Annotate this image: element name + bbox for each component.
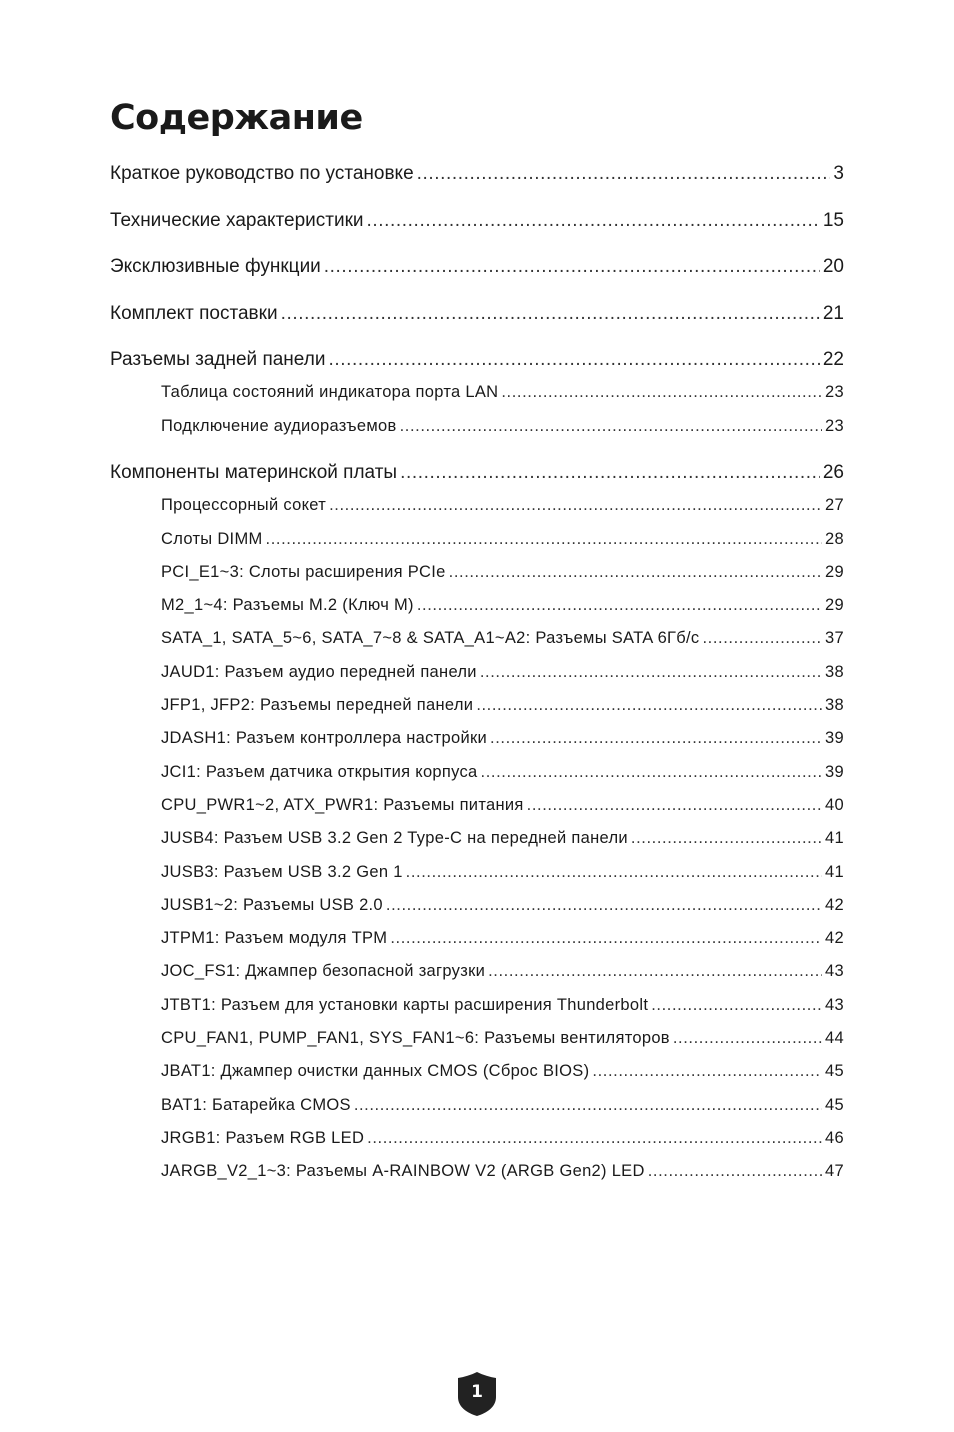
toc-entry[interactable]	[110, 462, 844, 488]
toc-entry-page: 44	[825, 1029, 844, 1047]
toc-entry-label: JRGB1: Разъем RGB LED	[161, 1129, 365, 1147]
toc-entry-label: Подключение аудиоразъемов	[161, 417, 397, 435]
toc-entry[interactable]	[161, 896, 844, 920]
toc-entry-page: 21	[822, 303, 844, 324]
toc-leader-dots	[367, 210, 820, 232]
toc-entry-page: 20	[822, 256, 844, 277]
toc-entry-label: SATA_1, SATA_5~6, SATA_7~8 & SATA_A1~A2: Разъемы SATA 6Гб/с	[161, 629, 700, 647]
toc-entry-label: PCI_E1~3: Слоты расширения PCIe	[161, 563, 446, 581]
toc-entry-page: 15	[822, 210, 844, 231]
toc-entry-page: 29	[825, 596, 844, 614]
toc-entry-label: Таблица состояний индикатора порта LAN	[161, 383, 499, 401]
toc-entry[interactable]	[161, 696, 844, 720]
toc-entry-page: 43	[825, 996, 844, 1014]
toc-entry-page: 40	[825, 796, 844, 814]
toc-entry-page: 39	[825, 729, 844, 747]
toc-entry[interactable]	[161, 417, 844, 441]
toc-entry-page: 38	[825, 696, 844, 714]
toc-entry-label: Разъемы задней панели	[110, 349, 326, 370]
toc-leader-dots	[480, 663, 822, 682]
toc-entry-page: 41	[825, 829, 844, 847]
toc-leader-dots	[367, 1129, 822, 1148]
toc-entry[interactable]	[161, 863, 844, 887]
toc-entry[interactable]	[161, 663, 844, 687]
toc-entry-label: CPU_PWR1~2, ATX_PWR1: Разъемы питания	[161, 796, 524, 814]
toc-entry-page: 23	[825, 417, 844, 435]
toc-entry[interactable]	[110, 210, 844, 236]
toc-leader-dots	[386, 896, 822, 915]
toc-entry-label: M2_1~4: Разъемы M.2 (Ключ M)	[161, 596, 414, 614]
toc-leader-dots	[527, 796, 822, 815]
toc-leader-dots	[281, 303, 820, 325]
toc-entry-label: JUSB1~2: Разъемы USB 2.0	[161, 896, 383, 914]
toc-entry-label: Краткое руководство по установке	[110, 163, 414, 184]
toc-entry[interactable]	[161, 796, 844, 820]
toc-leader-dots	[449, 563, 822, 582]
toc-entry[interactable]	[161, 1129, 844, 1153]
toc-entry-label: JAUD1: Разъем аудио передней панели	[161, 663, 477, 681]
toc-entry-page: 39	[825, 763, 844, 781]
toc-entry-label: BAT1: Батарейка CMOS	[161, 1096, 351, 1114]
toc-entry-page: 46	[825, 1129, 844, 1147]
toc-leader-dots	[476, 696, 822, 715]
toc-entry-page: 26	[822, 462, 844, 483]
toc-leader-dots	[329, 496, 822, 515]
toc-entry[interactable]	[110, 256, 844, 282]
toc-entry-page: 47	[825, 1162, 844, 1180]
toc-entry-label: JCI1: Разъем датчика открытия корпуса	[161, 763, 478, 781]
toc-entry-page: 37	[825, 629, 844, 647]
toc-leader-dots	[400, 462, 820, 484]
toc-entry-label: Процессорный сокет	[161, 496, 327, 514]
toc-leader-dots	[400, 417, 822, 436]
toc-entry-label: JARGB_V2_1~3: Разъемы A-RAINBOW V2 (ARGB Gen2) LED	[161, 1162, 645, 1180]
toc-entry-label: JUSB4: Разъем USB 3.2 Gen 2 Type-C на передней панели	[161, 829, 628, 847]
toc-entry-page: 3	[833, 163, 844, 184]
toc-leader-dots	[324, 256, 820, 278]
toc-leader-dots	[702, 629, 822, 648]
toc-entry-label: JTBT1: Разъем для установки карты расширения Thunderbolt	[161, 996, 649, 1014]
toc-entry-label: Комплект поставки	[110, 303, 278, 324]
toc-entry-page: 22	[822, 349, 844, 370]
toc-entry[interactable]	[161, 530, 844, 554]
toc-entry-page: 42	[825, 929, 844, 947]
toc-entry-page: 29	[825, 563, 844, 581]
toc-leader-dots	[631, 829, 822, 848]
toc-entry[interactable]	[161, 1096, 844, 1120]
toc-entry[interactable]	[161, 629, 844, 653]
toc-entry-label: Компоненты материнской платы	[110, 462, 398, 483]
toc-entry[interactable]	[161, 1062, 844, 1086]
toc-entry-page: 42	[825, 896, 844, 914]
toc-entry-page: 41	[825, 863, 844, 881]
toc-leader-dots	[406, 863, 822, 882]
toc-entry[interactable]	[161, 962, 844, 986]
toc-entry-page: 45	[825, 1062, 844, 1080]
page-title: Содержание	[110, 98, 363, 138]
toc-entry-page: 38	[825, 663, 844, 681]
toc-entry-page: 23	[825, 383, 844, 401]
toc-entry-label: JFP1, JFP2: Разъемы передней панели	[161, 696, 474, 714]
toc-leader-dots	[481, 763, 823, 782]
toc-leader-dots	[266, 530, 823, 549]
toc-entry-label: JTPM1: Разъем модуля TPM	[161, 929, 388, 947]
toc-entry[interactable]	[110, 163, 844, 189]
toc-leader-dots	[501, 383, 822, 402]
toc-leader-dots	[651, 996, 822, 1015]
toc-entry[interactable]	[161, 563, 844, 587]
toc-entry-label: JOC_FS1: Джампер безопасной загрузки	[161, 962, 486, 980]
toc-entry[interactable]	[161, 829, 844, 853]
toc-leader-dots	[592, 1062, 822, 1081]
toc-entry[interactable]	[161, 383, 844, 407]
toc-entry[interactable]	[110, 303, 844, 329]
page-number: 1	[471, 1382, 483, 1402]
toc-leader-dots	[328, 349, 819, 371]
toc-leader-dots	[417, 163, 831, 185]
toc-entry[interactable]	[161, 929, 844, 953]
toc-entry[interactable]	[161, 1029, 844, 1053]
toc-entry-label: Слоты DIMM	[161, 530, 263, 548]
toc-leader-dots	[490, 729, 822, 748]
toc-entry-label: Эксклюзивные функции	[110, 256, 321, 277]
toc-leader-dots	[673, 1029, 822, 1048]
toc-entry[interactable]	[161, 1162, 844, 1186]
toc-entry-label: CPU_FAN1, PUMP_FAN1, SYS_FAN1~6: Разъемы вентиляторов	[161, 1029, 670, 1047]
toc-entry[interactable]	[110, 349, 844, 375]
toc-entry-page: 28	[825, 530, 844, 548]
toc-entry-label: JUSB3: Разъем USB 3.2 Gen 1	[161, 863, 403, 881]
toc-entry-page: 45	[825, 1096, 844, 1114]
toc-entry-label: JDASH1: Разъем контроллера настройки	[161, 729, 488, 747]
toc-entry-page: 43	[825, 962, 844, 980]
toc-entry-label: JBAT1: Джампер очистки данных CMOS (Сброс BIOS)	[161, 1062, 590, 1080]
toc-entry[interactable]	[161, 763, 844, 787]
toc-entry-label: Технические характеристики	[110, 210, 364, 231]
toc-leader-dots	[417, 596, 822, 615]
toc-entry[interactable]	[161, 496, 844, 520]
toc-entry[interactable]	[161, 996, 844, 1020]
toc-leader-dots	[648, 1162, 822, 1181]
toc-entry-page: 27	[825, 496, 844, 514]
toc-leader-dots	[390, 929, 822, 948]
toc-leader-dots	[354, 1096, 822, 1115]
toc-entry[interactable]	[161, 596, 844, 620]
toc-leader-dots	[488, 962, 822, 981]
toc-entry[interactable]	[161, 729, 844, 753]
